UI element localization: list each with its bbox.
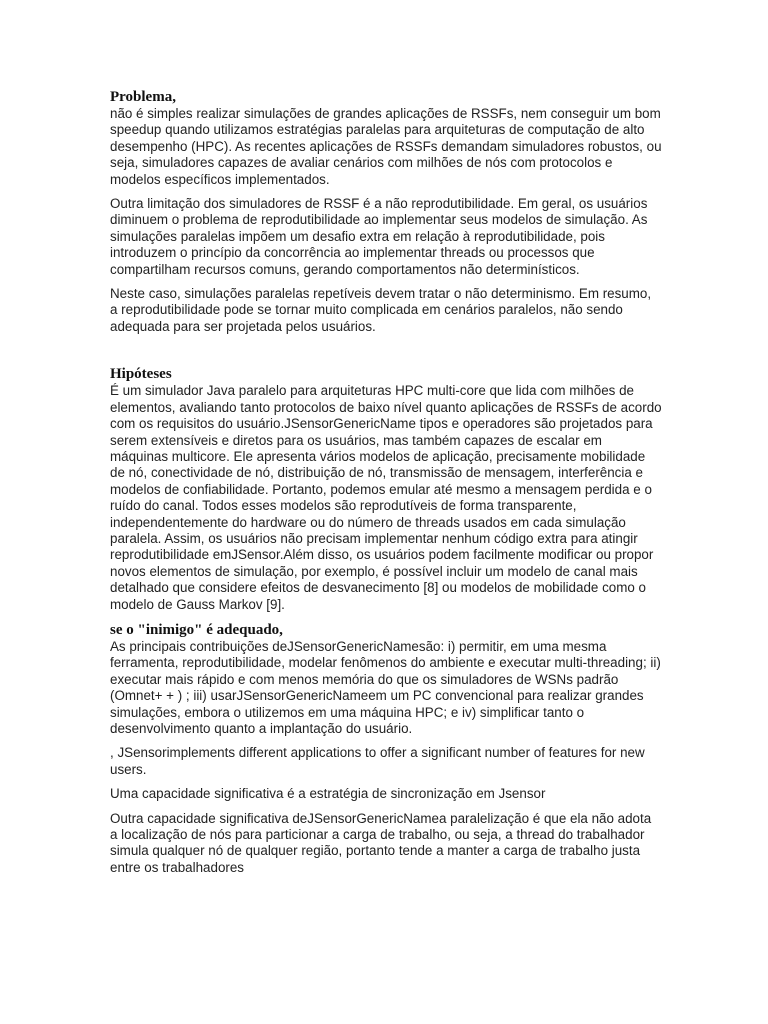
- document-body: [110, 88, 662, 876]
- section-spacer: [110, 613, 662, 621]
- paragraph: É um simulador Java paralelo para arquiteturas HPC multi-core que lida com milhões de elementos, avaliando tanto protocolos de baixo nível quanto aplicações de RSSFs de acordo com os requisitos do usuário.JSensorGenericName tipos e operadores são projetados para serem extensíveis e diretos para os usuários, mas também capazes de escalar em máquinas multicore. Ele apresenta vários modelos de aplicação, precisamente mobilidade de nó, conectividade de nó, distribuição de nó, transmissão de mensagem, interferência e modelos de confiabilidade. Portanto, podemos emular até mesmo a mensagem perdida e o ruído do canal. Todos esses modelos são reprodutíveis de forma transparente, independentemente do hardware ou do número de threads usados em cada simulação paralela. Assim, os usuários não precisam implementar nenhum código extra para atingir reprodutibilidade emJSensor.Além disso, os usuários podem facilmente modificar ou propor novos elementos de simulação, por exemplo, é possível incluir um modelo de canal mais detalhado que considere efeitos de desvanecimento [8] ou modelos de mobilidade como o modelo de Gauss Markov [9].: [110, 383, 662, 612]
- paragraph: Neste caso, simulações paralelas repetíveis devem tratar o não determinismo. Em resumo, a reprodutibilidade pode se tornar muito complicada em cenários paralelos, não sendo adequada para ser projetada pelos usuários.: [110, 286, 652, 334]
- paragraph: não é simples realizar simulações de grandes aplicações de RSSFs, nem conseguir um bom speedup quando utilizamos estratégias paralelas para arquiteturas de computação de alto desempenho (HPC). As recentes aplicações de RSSFs demandam simuladores robustos, ou seja, simuladores capazes de avaliar cenários com milhões de nós com protocolos e modelos específicos implementados.: [110, 106, 662, 187]
- heading-hipoteses: Hipóteses: [110, 366, 172, 383]
- paragraph: Outra capacidade significativa deJSensorGenericNamea paralelização é que ela não adota a localização de nós para particionar a carga de trabalho, ou seja, a thread do trabalhador simula qualquer nó de qualquer região, portanto tende a manter a carga de trabalho justa entre os trabalhadores: [110, 810, 652, 875]
- heading-inimigo: se o "inimigo" é adequado,: [110, 621, 283, 638]
- section-spacer: [110, 335, 662, 365]
- paragraph: , JSensorimplements different applications to offer a significant number of features for new users.: [110, 745, 645, 777]
- heading-problema: Problema,: [110, 89, 176, 105]
- paragraph: Outra limitação dos simuladores de RSSF é a não reprodutibilidade. Em geral, os usuários diminuem o problema de reprodutibilidade ao implementar seus modelos de simulação. As simulações paralelas impõem um desafio extra em relação à reprodutibilidade, pois introduzem o princípio da concorrência ao implementar threads ou processos que compartilham recursos comuns, gerando comportamentos não determinísticos.: [110, 196, 648, 277]
- paragraph: As principais contribuições deJSensorGenericNamesão: i) permitir, em uma mesma ferramenta, reprodutibilidade, modelar fenômenos do ambiente e executar multi-threading; ii) executar mais rápido e com menos memória do que os simuladores de WSNs padrão (Omnet+ + ) ; iii) usarJSensorGenericNameem um PC convencional para realizar grandes simulações, embora o utilizemos em uma máquina HPC; e iv) simplificar tanto o desenvolvimento quanto a implantação do usuário.: [110, 638, 661, 736]
- paragraph: Uma capacidade significativa é a estratégia de sincronização em Jsensor: [110, 786, 546, 802]
